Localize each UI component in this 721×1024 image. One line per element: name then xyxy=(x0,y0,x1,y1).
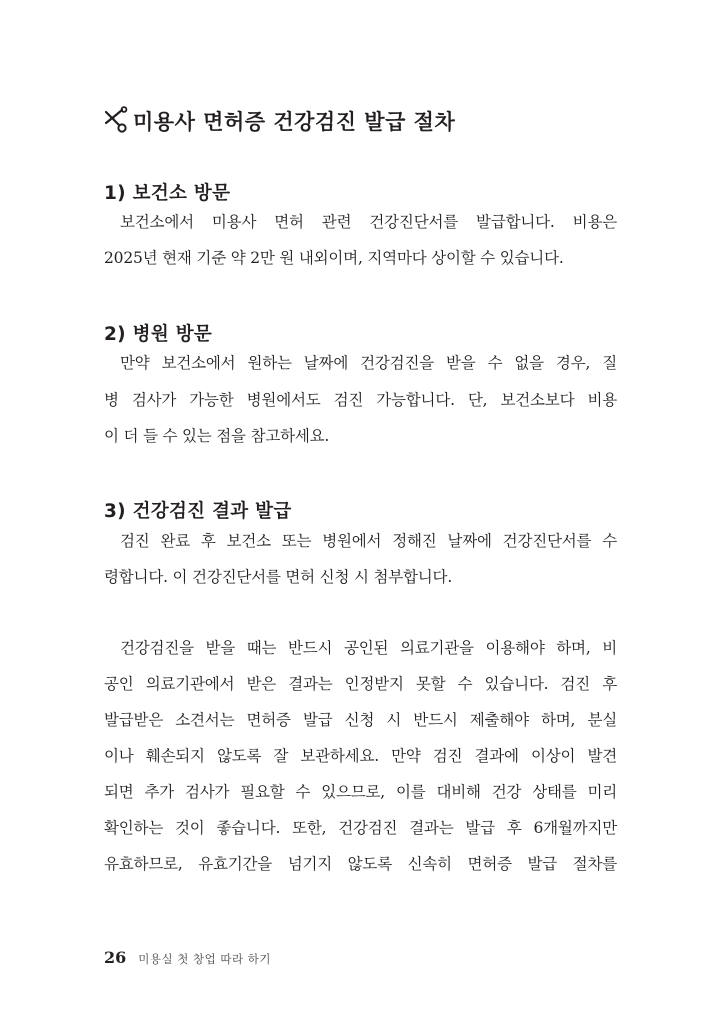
body-line: 이 더 들 수 있는 점을 참고하세요. xyxy=(104,427,330,445)
page-footer xyxy=(104,948,271,967)
page-number: 26 xyxy=(104,948,127,967)
paragraph-line: 건강검진을 받을 때는 반드시 공인된 의료기관을 이용해야 하며, 비 xyxy=(120,639,617,657)
body-line: 령합니다. 이 건강진단서를 면허 신청 시 첨부합니다. xyxy=(104,568,453,586)
section-heading: 3) 건강검진 결과 발급 xyxy=(104,501,292,522)
paragraph-line: 확인하는 것이 좋습니다. 또한, 건강검진 결과는 발급 후 6개월까지만 xyxy=(104,819,617,837)
body-line: 보건소에서 미용사 면허 관련 건강진단서를 발급합니다. 비용은 xyxy=(120,213,617,231)
section-heading: 1) 보건소 방문 xyxy=(104,183,231,204)
book-title: 미용실 첫 창업 따라 하기 xyxy=(138,952,271,966)
paragraph-line: 되면 추가 검사가 필요할 수 있으므로, 이를 대비해 건강 상태를 미리 xyxy=(104,783,617,801)
page-title xyxy=(103,106,455,136)
body-line: 병 검사가 가능한 병원에서도 검진 가능합니다. 단, 보건소보다 비용 xyxy=(104,391,617,409)
paragraph-line: 유효하므로, 유효기간을 넘기지 않도록 신속히 면허증 발급 절차를 xyxy=(104,855,617,873)
body-line: 2025년 현재 기준 약 2만 원 내외이며, 지역마다 상이할 수 있습니다. xyxy=(104,249,564,267)
paragraph-line: 공인 의료기관에서 받은 결과는 인정받지 못할 수 있습니다. 검진 후 xyxy=(104,675,617,693)
section-heading: 2) 병원 방문 xyxy=(104,324,213,345)
scissors-icon xyxy=(103,106,129,136)
body-line: 만약 보건소에서 원하는 날짜에 건강검진을 받을 수 없을 경우, 질 xyxy=(120,354,617,372)
paragraph-line: 발급받은 소견서는 면허증 발급 신청 시 반드시 제출해야 하며, 분실 xyxy=(104,711,617,729)
paragraph-line: 이나 훼손되지 않도록 잘 보관하세요. 만약 검진 결과에 이상이 발견 xyxy=(104,747,617,765)
page-title-text: 미용사 면허증 건강검진 발급 절차 xyxy=(133,109,456,134)
body-line: 검진 완료 후 보건소 또는 병원에서 정해진 날짜에 건강진단서를 수 xyxy=(120,532,617,550)
